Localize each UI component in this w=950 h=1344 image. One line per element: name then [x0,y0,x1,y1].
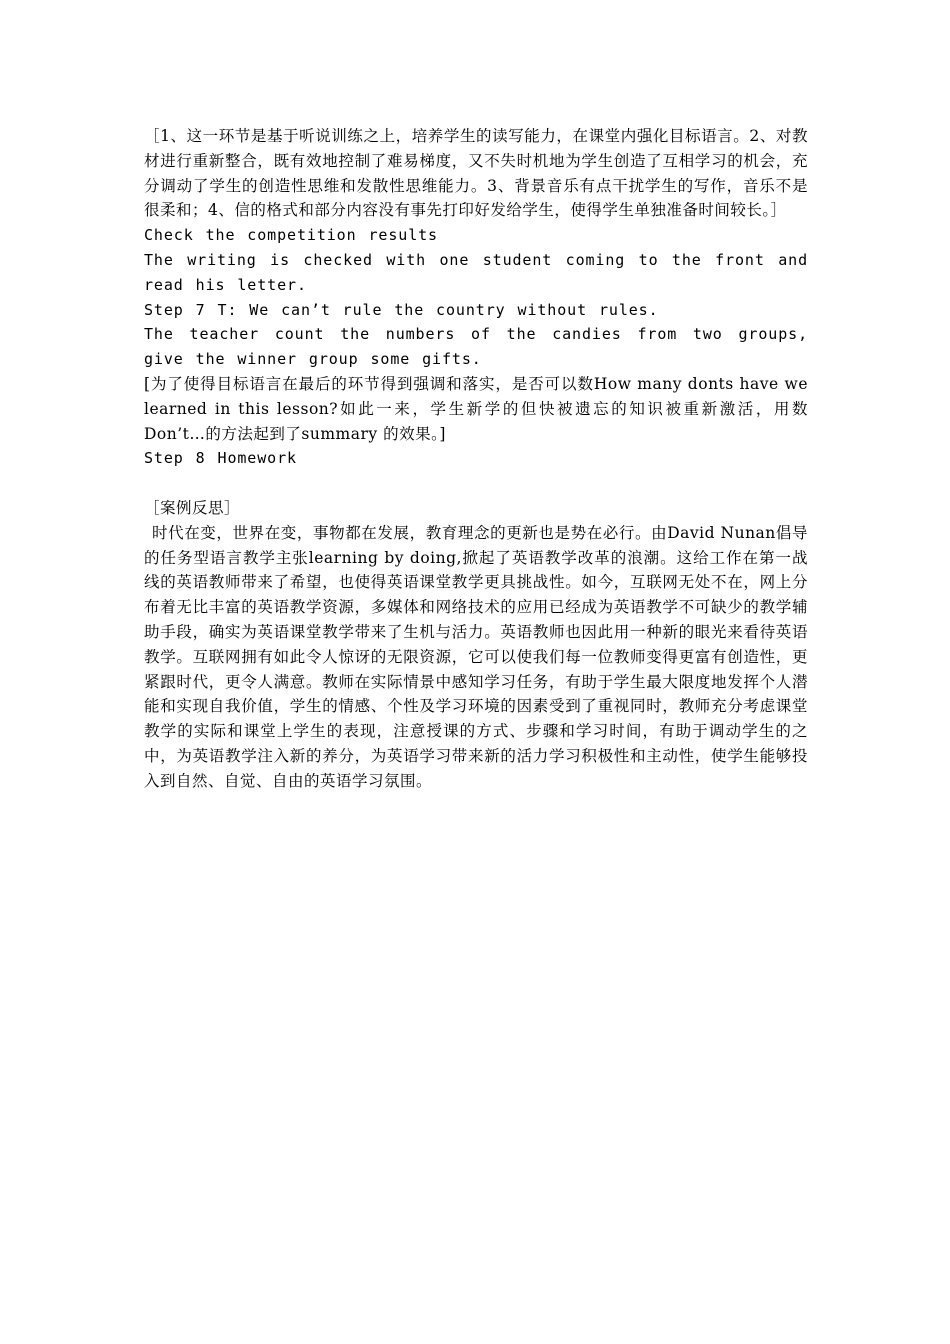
blank-line [144,471,808,496]
reflection-heading: ［案例反思］ [144,498,241,517]
writing-checked-paragraph: The writing is checked with one student coming to the front and read his letter. [144,250,808,294]
teacher-count-paragraph: The teacher count the numbers of the candies from two groups, give the winner group some gifts. [144,325,808,369]
document-page [144,124,808,794]
step-7-line: Step 7 T: We can’t rule the country without rules. [144,300,659,319]
reflection-paragraph: 时代在变，世界在变，事物都在发展，教育理念的更新也是势在必行。由David Nunan倡导的任务型语言教学主张learning by doing,掀起了英语教学改革的浪潮。这给工作在第一战线的英语教师带来了希望，也使得英语课堂教学更具挑战性。如今，互联网无处不在，网上分布着无比丰富的英语教学资源，多媒体和网络技术的应用已经成为英语教学不可缺少的教学辅助手段，确实为英语课堂教学带来了生机与活力。英语教师也因此用一种新的眼光来看待英语教学。互联网拥有如此令人惊讶的无限资源，它可以使我们每一位教师变得更富有创造性，更紧跟时代，更令人满意。教师在实际情景中感知学习任务，有助于学生最大限度地发挥个人潜能和实现自我价值，学生的情感、个性及学习环境的因素受到了重视同时，教师充分考虑课堂教学的实际和课堂上学生的表现，注意授课的方式、步骤和学习时间，有助于调动学生的之中，为英语教学注入新的养分，为英语学习带来新的活力学习积极性和主动性，使学生能够投入到自然、自觉、自由的英语学习氛围。 [144,523,808,790]
analysis-paragraph-1: ［1、这一环节是基于听说训练之上，培养学生的读写能力，在课堂内强化目标语言。2、对教材进行重新整合，既有效地控制了难易梯度，又不失时机地为学生创造了互相学习的机会，充分调动了学生的创造性思维和发散性思维能力。3、背景音乐有点干扰学生的写作，音乐不是很柔和；4、信的格式和部分内容没有事先打印好发给学生，使得学生单独准备时间较长。］ [144,127,808,220]
check-results-line: Check the competition results [144,226,438,245]
step-8-line: Step 8 Homework [144,449,297,468]
analysis-paragraph-2: [为了使得目标语言在最后的环节得到强调和落实，是否可以数How many donts have we learned in this lesson?如此一来，学生新学的但快被遗忘的知识被重新激活，用数Don’t…的方法起到了summary 的效果。] [144,374,808,443]
